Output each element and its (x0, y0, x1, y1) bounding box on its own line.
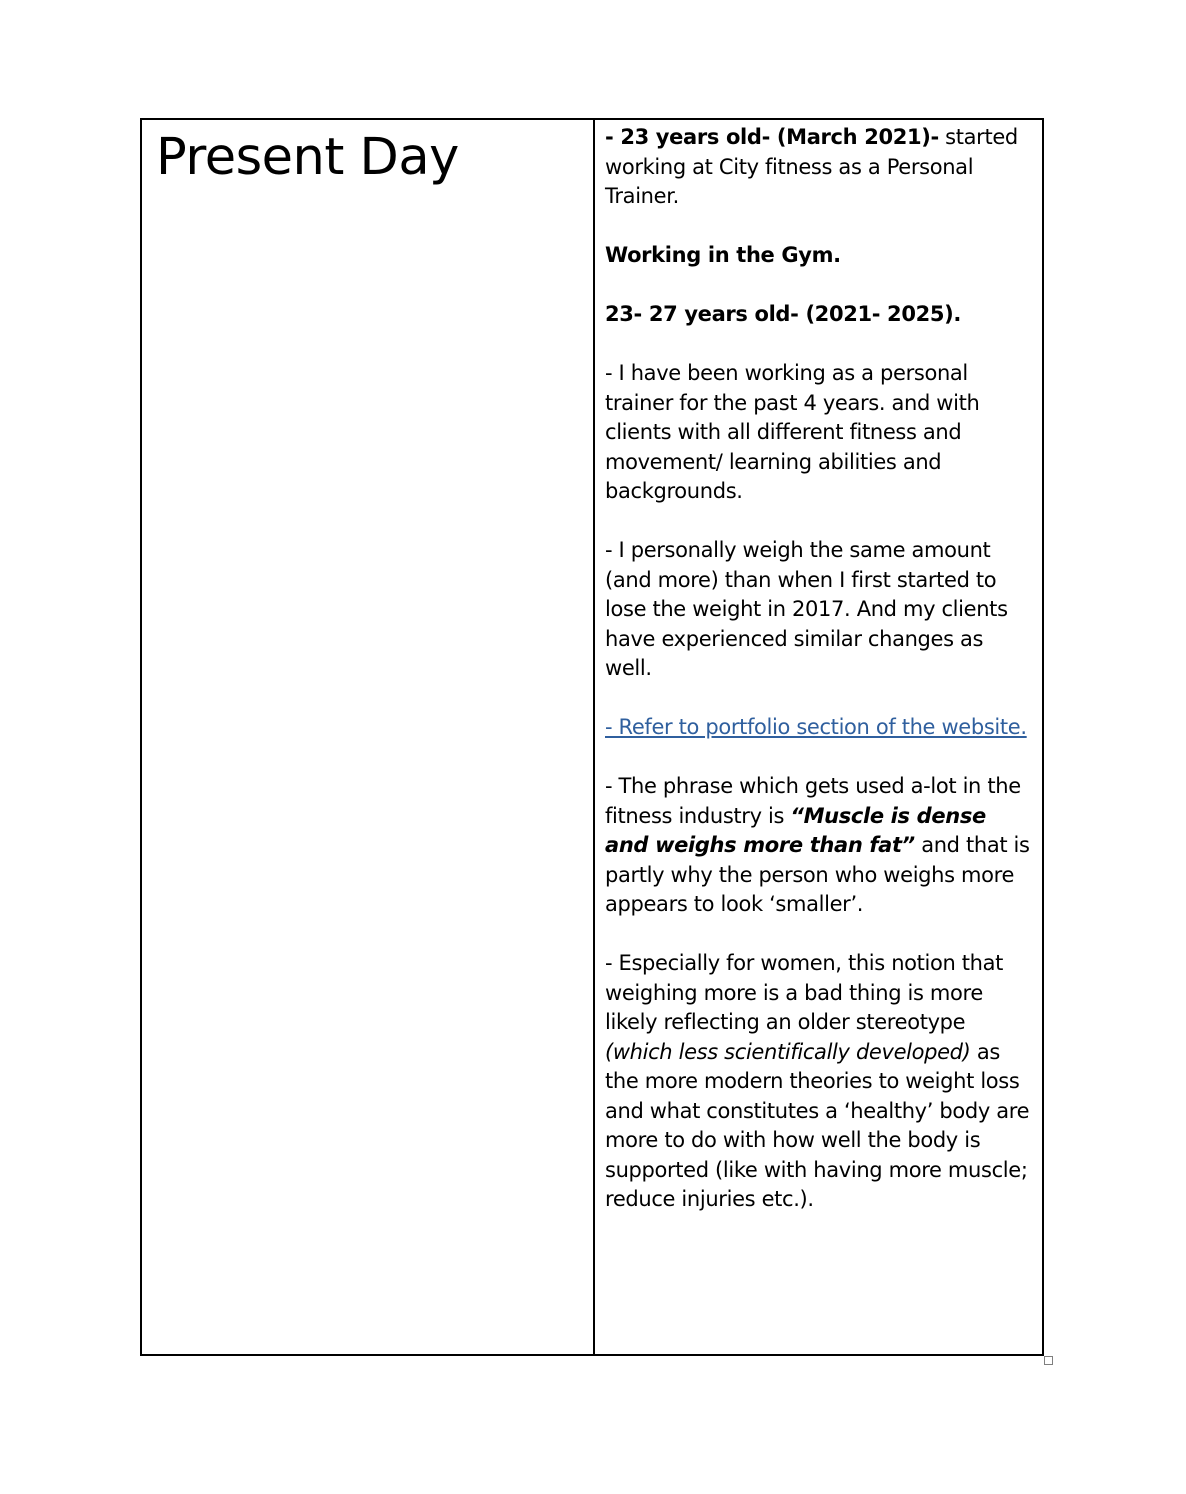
section-heading: Present Day (156, 128, 459, 187)
table-cell-right (595, 120, 1042, 1354)
portfolio-link[interactable]: - Refer to portfolio section of the website. (605, 715, 1027, 739)
paragraph-muscle-phrase (605, 772, 1034, 920)
muscle-phrase-quote: “Muscle is dense and weighs more than fat” (605, 803, 986, 857)
women-text-outro: as the more modern theories to weight loss and what constitutes a ‘healthy’ body are more to do with how well the body is supported (like with having more muscle; reduce injuries etc.). (605, 1039, 1030, 1211)
women-text-intro: - Especially for women, this notion that weighing more is a bad thing is more likely reflecting an older stereotype (605, 951, 1004, 1034)
table-resize-handle[interactable] (1044, 1356, 1053, 1365)
document-table (140, 118, 1044, 1356)
paragraph-portfolio (605, 713, 1034, 743)
muscle-phrase-outro: and that is partly why the person who weighs more appears to look ‘smaller’. (605, 833, 1030, 916)
muscle-phrase-intro: - The phrase which gets used a-lot in the fitness industry is (605, 774, 1021, 828)
start-job-text: started working at City fitness as a Personal Trainer. (605, 125, 1018, 208)
age-range-heading: 23- 27 years old- (2021- 2025). (605, 302, 961, 326)
paragraph-women (605, 949, 1034, 1215)
paragraph-experience: - I have been working as a personal trainer for the past 4 years. and with clients with all different fitness and movement/ learning abilities and backgrounds. (605, 361, 980, 503)
start-date-label: - 23 years old- (March 2021)- (605, 125, 939, 149)
table-cell-left (142, 120, 595, 1354)
paragraph-start-job (605, 123, 1034, 212)
paragraph-gym-heading (605, 241, 1034, 271)
gym-heading: Working in the Gym. (605, 243, 841, 267)
paragraph-age-range (605, 300, 1034, 330)
paragraph-weight: - I personally weigh the same amount (and more) than when I first started to lose the weight in 2017. And my clients have experienced similar changes as well. (605, 538, 1008, 680)
women-text-italic: (which less scientifically developed) (605, 1039, 971, 1064)
